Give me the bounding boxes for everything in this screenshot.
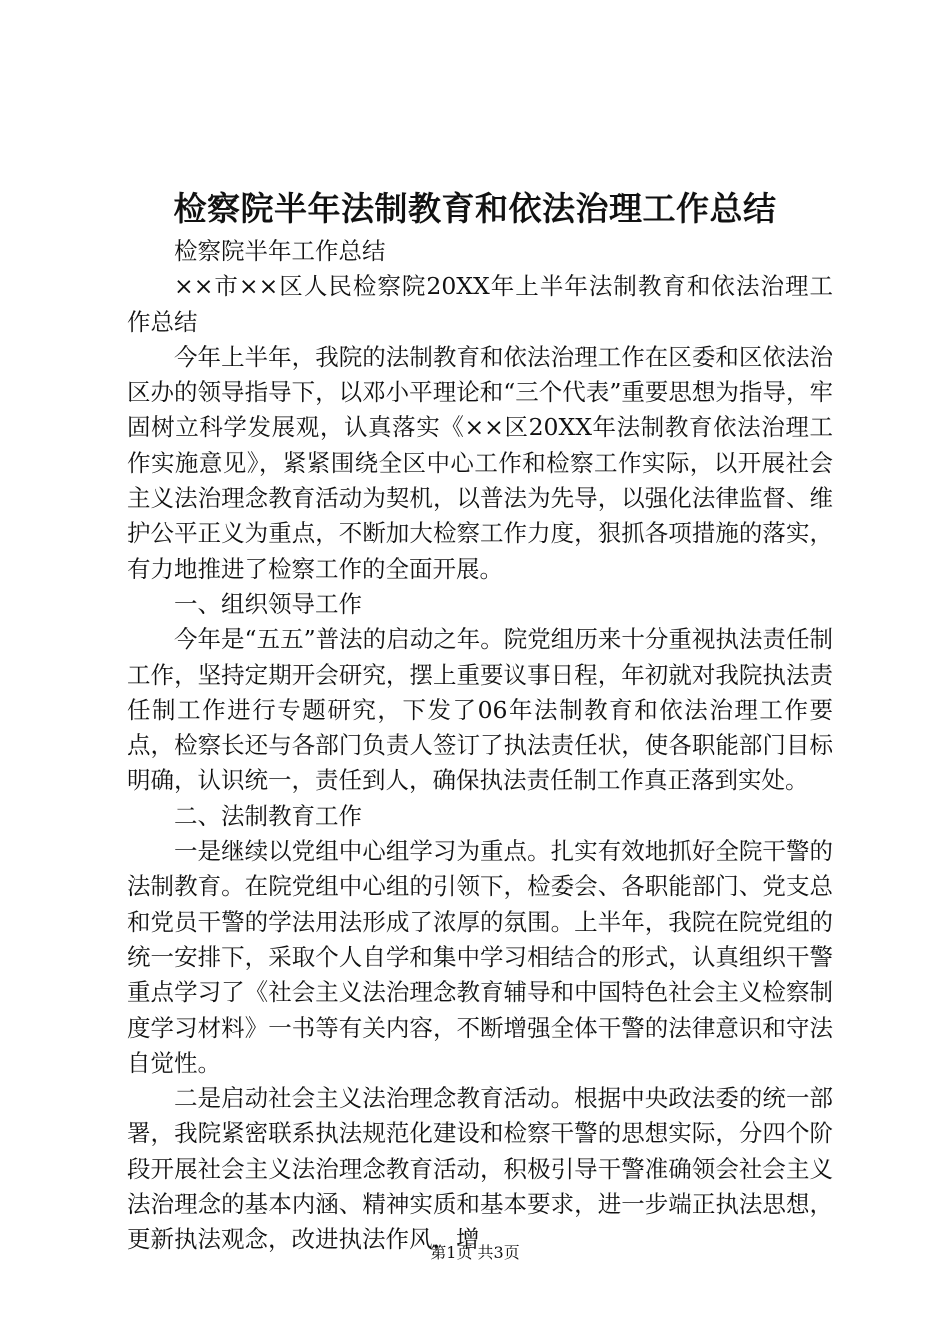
paragraph-intro: 今年上半年，我院的法制教育和依法治理工作在区委和区依法治区办的领导指导下，以邓小平理论和“三个代表”重要思想为指导，牢固树立科学发展观，认真落实《××区20XX年法制教育依法治理工作实施意见》，紧紧围绕全区中心工作和检察工作实际，以开展社会主义法治理念教育活动为契机，以普法为先导，以强化法律监督、维护公平正义为重点，不断加大检察工作力度，狠抓各项措施的落实，有力地推进了检察工作的全面开展。 [127,342,833,583]
document-body [127,234,833,1258]
paragraph-heading: ××市××区人民检察院20XX年上半年法制教育和依法治理工作总结 [127,272,833,336]
section-heading-education: 二、法制教育工作 [174,801,362,830]
paragraph-subtitle: 检察院半年工作总结 [174,237,386,265]
paragraph-education-2: 二是启动社会主义法治理念教育活动。根据中央政法委的统一部署，我院紧密联系执法规范化建设和检察干警的思想实际，分四个阶段开展社会主义法治理念教育活动，积极引导干警准确领会社会主义法治理念的基本内涵、精神实质和基本要求，进一步端正执法思想，更新执法观念，改进执法作风，增 [127,1084,833,1254]
page-number: 第1页 共3页 [430,1243,520,1262]
section-heading-organization: 一、组织领导工作 [174,589,362,618]
document-title: 检察院半年法制教育和依法治理工作总结 [173,189,777,228]
paragraph-education-1: 一是继续以党组中心组学习为重点。扎实有效地抓好全院干警的法制教育。在院党组中心组的引领下，检委会、各职能部门、党支总和党员干警的学法用法形成了浓厚的氛围。上半年，我院在院党组的统一安排下，采取个人自学和集中学习相结合的形式，认真组织干警重点学习了《社会主义法治理念教育辅导和中国特色社会主义检察制度学习材料》一书等有关内容，不断增强全体干警的法律意识和守法自觉性。 [127,837,833,1077]
paragraph-organization: 今年是“五五”普法的启动之年。院党组历来十分重视执法责任制工作，坚持定期开会研究，摆上重要议事日程，年初就对我院执法责任制工作进行专题研究，下发了06年法制教育和依法治理工作要点，检察长还与各部门负责人签订了执法责任状，使各职能部门目标明确，认识统一，责任到人，确保执法责任制工作真正落到实处。 [127,625,833,795]
